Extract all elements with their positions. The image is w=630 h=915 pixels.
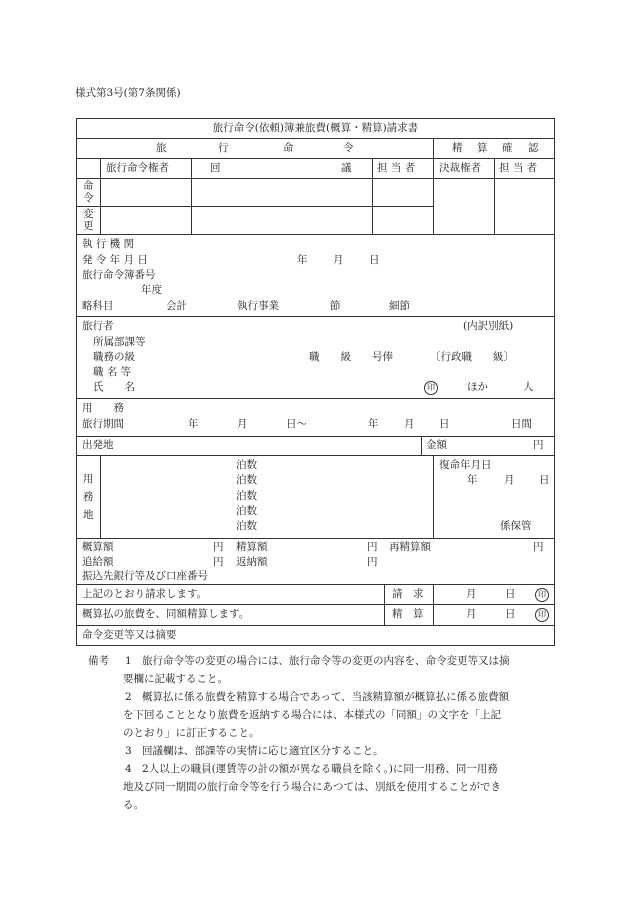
- saisetsu-label: 細節: [389, 300, 410, 312]
- dept-label: 所属部課等: [93, 336, 146, 348]
- nights-3: 泊数: [236, 490, 257, 502]
- return-date-label: 復命年月日: [439, 459, 492, 471]
- rule: [100, 455, 101, 538]
- rule: [76, 538, 555, 539]
- people-label: 人: [523, 381, 534, 393]
- settle-head-1: 精: [452, 142, 463, 154]
- remark-3-num: 3: [125, 745, 132, 757]
- sai-seisan-label: 再精算額: [389, 541, 431, 553]
- form-number: 様式第3号(第7条関係): [75, 87, 181, 99]
- period-day-from: 日〜: [286, 418, 307, 430]
- col-tantou-2: 担 当 者: [499, 162, 538, 174]
- settle-seal-icon: 印: [535, 608, 549, 622]
- nights-5: 泊数: [236, 520, 257, 532]
- col-authority: 旅行命令権者: [106, 162, 169, 174]
- settle-text: 概算払の旅費を、同額精算します。: [82, 608, 250, 620]
- order-head-1: 旅: [156, 142, 167, 154]
- settle-day: 日: [505, 608, 516, 620]
- row-henkou-1: 変: [83, 208, 94, 220]
- remark-2-line-2: を下回ることとなり旅費を返納する場合には、本様式の「同額」の文字を「上記: [123, 709, 501, 721]
- claim-seal-icon: 印: [535, 588, 549, 602]
- return-month: 月: [504, 474, 515, 486]
- form-title: 旅行命令(依頼)簿兼旅費(概算・精算)請求書: [212, 122, 419, 134]
- traveler-detail: (内訳別紙): [463, 320, 514, 332]
- gaisan-label: 概算額: [82, 541, 114, 553]
- settle-month: 月: [466, 608, 477, 620]
- sai-seisan-yen: 円: [533, 541, 544, 553]
- rule: [76, 436, 555, 437]
- rule: [76, 625, 555, 626]
- remark-3-line-1: 回議欄は、部課等の実情に応じ適宜区分すること。: [142, 745, 384, 757]
- change-note: 命令変更等又は摘要: [82, 629, 177, 641]
- remark-4-num: 4: [125, 763, 132, 775]
- henno-yen: 円: [367, 556, 378, 568]
- book-number-label: 旅行命令簿番号: [82, 269, 156, 281]
- col-tantou: 担 当 者: [377, 162, 416, 174]
- nights-1: 泊数: [236, 459, 257, 471]
- setsu-label: 節: [330, 300, 341, 312]
- rule: [76, 206, 433, 207]
- remark-4-line-3: る。: [123, 799, 144, 811]
- col-gi: 議: [341, 162, 352, 174]
- col-kessai: 決裁権者: [439, 162, 481, 174]
- bank-label: 振込先銀行等及び口座番号: [82, 570, 208, 582]
- period-label: 旅行期間: [82, 418, 124, 430]
- claim-month: 月: [466, 588, 477, 600]
- rule: [384, 584, 385, 625]
- rule: [76, 316, 555, 317]
- youmu-label: 用 務: [82, 402, 124, 414]
- remark-4-line-1: 2人以上の職員(運賃等の計の額が異なる職員を除く。)に同一用務、同一用務: [142, 763, 498, 775]
- rule: [76, 138, 555, 139]
- row-meirei-1: 命: [83, 180, 94, 192]
- admin-label: 〔行政職 級〕: [430, 351, 514, 363]
- issue-day: 日: [369, 254, 380, 266]
- remark-2-line-3: のとおり」に訂正すること。: [123, 727, 260, 739]
- claim-text: 上記のとおり請求します。: [82, 588, 208, 600]
- rule: [76, 584, 555, 585]
- row-henkou-2: 更: [83, 220, 94, 232]
- period-days: 日間: [511, 418, 532, 430]
- claim-day: 日: [505, 588, 516, 600]
- order-head-4: 令: [343, 142, 354, 154]
- remark-2-num: 2: [125, 691, 132, 703]
- return-day: 日: [539, 474, 550, 486]
- tsuika-yen: 円: [213, 556, 224, 568]
- rule: [433, 455, 434, 538]
- clerk-label: 係保管: [500, 520, 532, 532]
- rule: [76, 455, 555, 456]
- rank-label: 職務の級: [93, 351, 135, 363]
- order-head-3: 命: [283, 142, 294, 154]
- claim-label: 請 求: [392, 588, 424, 600]
- period-year: 年: [188, 418, 199, 430]
- exec-agency: 執 行 機 関: [82, 238, 135, 250]
- nights-2: 泊数: [236, 474, 257, 486]
- row-meirei-2: 令: [83, 192, 94, 204]
- rule: [433, 584, 434, 625]
- settle-head-2: 算: [477, 142, 488, 154]
- seal-icon: 印: [424, 381, 438, 395]
- dest-label-3: 地: [83, 509, 94, 521]
- issue-date-label: 発 令 年 月 日: [82, 254, 148, 266]
- departure-label: 出発地: [82, 439, 114, 451]
- rule: [76, 158, 555, 159]
- remarks-head: 備考: [88, 655, 109, 667]
- rule: [421, 436, 422, 455]
- rule: [191, 158, 192, 234]
- order-head-2: 行: [218, 142, 229, 154]
- ryakka-label: 略科目: [82, 300, 114, 312]
- period-day-2: 日: [439, 418, 450, 430]
- amount-label: 金額: [426, 439, 447, 451]
- remark-2-line-1: 概算払に係る旅費を精算する場合であって、当該精算額が概算払に係る旅費額: [142, 691, 510, 703]
- issue-year: 年: [297, 254, 308, 266]
- seisan-label: 精算額: [236, 541, 268, 553]
- amount-yen: 円: [533, 439, 544, 451]
- rule: [372, 158, 373, 234]
- settle-label: 精 算: [392, 608, 424, 620]
- settle-head-4: 認: [528, 142, 539, 154]
- remark-1-line-1: 旅行命令等の変更の場合には、旅行命令等の変更の内容を、命令変更等又は摘: [142, 655, 510, 667]
- remark-4-line-2: 地及び同一期間の旅行命令等を行う場合にあつては、別紙を使用することができ: [123, 781, 501, 793]
- settle-head-3: 確: [502, 142, 513, 154]
- rule: [76, 234, 555, 235]
- jigyou-label: 執行事業: [237, 300, 279, 312]
- rule: [433, 138, 434, 234]
- period-month-2: 月: [404, 418, 415, 430]
- seisan-yen: 円: [367, 541, 378, 553]
- col-kai: 回: [210, 162, 221, 174]
- fiscal-year-label: 年度: [141, 284, 162, 296]
- title-label: 職 名 等: [93, 366, 132, 378]
- gaisan-yen: 円: [213, 541, 224, 553]
- nights-4: 泊数: [236, 505, 257, 517]
- name-label: 氏 名: [93, 381, 135, 393]
- tsuika-label: 追給額: [82, 556, 114, 568]
- traveler-label: 旅行者: [82, 320, 114, 332]
- dest-label-1: 用: [83, 473, 94, 485]
- rule: [76, 178, 555, 179]
- period-year-2: 年: [368, 418, 379, 430]
- period-month: 月: [237, 418, 248, 430]
- others-label: ほか: [467, 381, 488, 393]
- grade-label: 職 級 号俸: [309, 351, 393, 363]
- henno-label: 返納額: [236, 556, 268, 568]
- rule: [494, 158, 495, 234]
- return-year: 年: [467, 474, 478, 486]
- kaikei-label: 会計: [166, 300, 187, 312]
- remark-1-num: 1: [125, 655, 132, 667]
- rule: [100, 158, 101, 234]
- dest-label-2: 務: [83, 491, 94, 503]
- remark-1-line-2: 要欄に記載すること。: [123, 673, 228, 685]
- rule: [76, 604, 555, 605]
- rule: [76, 398, 555, 399]
- issue-month: 月: [333, 254, 344, 266]
